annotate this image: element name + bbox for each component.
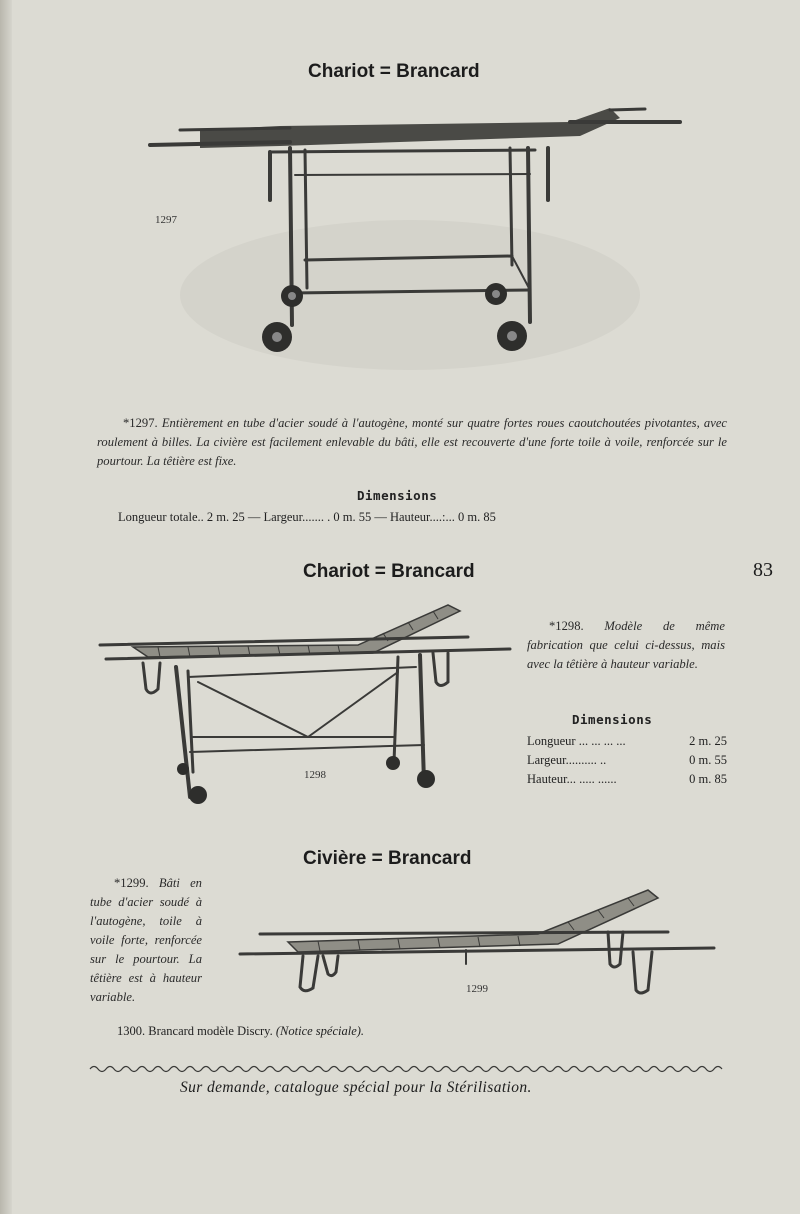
item-1297-title: Chariot = Brancard	[308, 61, 480, 82]
item-1299-ref: *1299.	[114, 876, 149, 890]
dim-height-label: Hauteur... ..... ......	[527, 772, 617, 786]
item-1298-ref: *1298.	[549, 619, 584, 633]
item-1298-dimensions-heading: Dimensions	[572, 712, 653, 727]
page-number: 83	[753, 559, 773, 581]
item-1300-text: Brancard modèle Discry.	[148, 1024, 273, 1038]
item-1299-description	[90, 874, 202, 1007]
dim-length-value: 2 m. 25	[689, 734, 727, 748]
page-binding-edge	[0, 0, 12, 1214]
stretcher-trolley-1297-illustration	[140, 100, 700, 360]
dim-width-value: 0 m. 55	[689, 753, 727, 767]
item-1300-line	[117, 1024, 364, 1039]
item-1300-note: (Notice spéciale).	[275, 1024, 365, 1038]
figure-number-1297: 1297	[155, 214, 177, 226]
item-1297-ref: *1297.	[123, 416, 158, 430]
dim-width-label: Largeur.......... ..	[527, 753, 607, 767]
dim-height-value: 0 m. 85	[689, 772, 727, 786]
wavy-divider	[90, 1064, 720, 1074]
item-1299-title: Civière = Brancard	[303, 848, 472, 869]
item-1297-text: Entièrement en tube d'acier soudé à l'autogène, monté sur quatre fortes roues caoutchoutées pivotantes, avec roulement à billes. La civière est facilement enlevable du bâti, elle est recouverte d'une forte toile à voile, renforcée sur le pourtour. La têtière est fixe.	[97, 416, 727, 468]
item-1297-dimensions-heading: Dimensions	[357, 488, 438, 503]
footer-note: Sur demande, catalogue spécial pour la Stérilisation.	[180, 1079, 532, 1096]
item-1297-dimensions: Longueur totale.. 2 m. 25 — Largeur....... . 0 m. 55 — Hauteur....:... 0 m. 85	[118, 510, 496, 524]
item-1298-description	[527, 617, 725, 674]
dim-length-label: Longueur ... ... ... ...	[527, 734, 626, 748]
item-1300-number: 1300.	[117, 1024, 146, 1038]
figure-number-1298: 1298	[304, 769, 326, 781]
figure-number-1299: 1299	[466, 983, 488, 995]
item-1298-title: Chariot = Brancard	[303, 561, 475, 582]
item-1298-text: Modèle de même fabrication que celui ci-dessus, mais avec la têtière à hauteur variable.	[527, 619, 725, 671]
item-1299-text: Bâti en tube d'acier soudé à l'autogène, toile à voile forte, renforcée sur le pourtour. La têtière est à hauteur variable.	[90, 876, 202, 1004]
item-1298-dim-length	[527, 734, 727, 749]
item-1298-dim-height	[527, 772, 727, 787]
item-1298-dim-width	[527, 753, 727, 768]
item-1297-description	[97, 414, 727, 471]
